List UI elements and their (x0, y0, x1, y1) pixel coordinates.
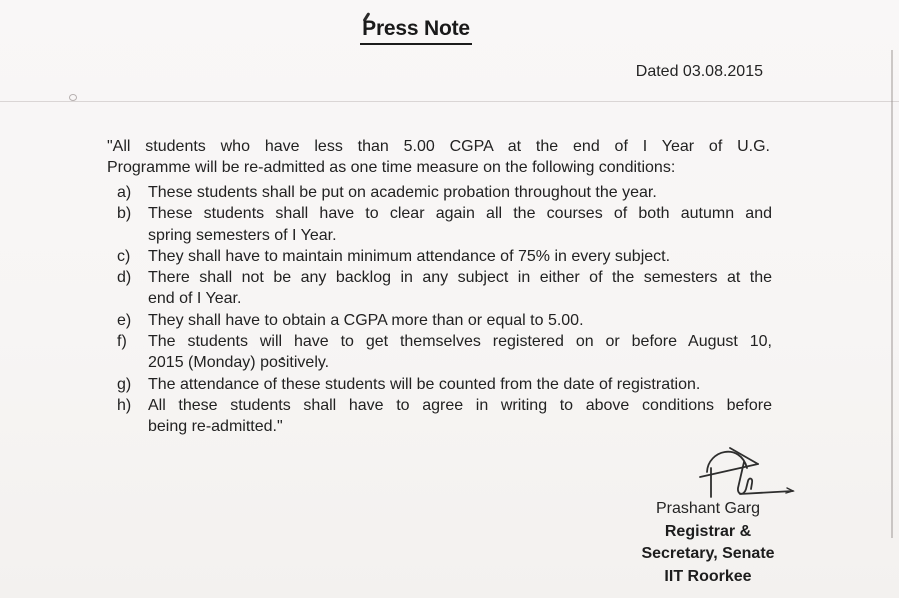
condition-text (148, 182, 772, 203)
condition-text (148, 267, 772, 310)
page-title: Press Note (360, 17, 472, 45)
condition-item-f (117, 331, 773, 374)
intro-paragraph (107, 136, 770, 179)
condition-label: b) (117, 205, 132, 223)
condition-line: These students shall have to clear again all the courses of both autumn and (148, 205, 772, 223)
condition-text (148, 374, 772, 395)
condition-line: being re-admitted." (148, 418, 283, 436)
signatory-role-line-3: IIT Roorkee (664, 567, 752, 585)
condition-label: f) (117, 333, 127, 351)
condition-label: e) (117, 311, 132, 329)
condition-item-h (117, 395, 773, 438)
signatory-name: Prashant Garg (655, 500, 761, 517)
condition-label: c) (117, 247, 131, 265)
condition-label: a) (117, 184, 132, 201)
title-row (0, 17, 832, 45)
condition-line: They shall have to maintain minimum attendance of 75% in every subject. (148, 247, 671, 265)
scan-speck (69, 94, 77, 101)
condition-item-b (117, 203, 773, 246)
condition-line: There shall not be any backlog in any subject in either of the semesters at the (148, 269, 772, 287)
condition-line: All these students shall have to agree in writing to above conditions before (148, 396, 772, 414)
intro-line-2: Programme will be re-admitted as one time measure on the following conditions: (107, 159, 676, 177)
conditions-list (117, 182, 773, 438)
condition-line: These students shall be put on academic probation throughout the year. (148, 184, 657, 201)
condition-line: 2015 (Monday) positively. (148, 354, 330, 372)
intro-line-1: "All students who have less than 5.00 CGPA at the end of I Year of U.G. (107, 138, 770, 155)
condition-item-d (117, 267, 773, 310)
condition-label: d) (117, 269, 132, 287)
condition-line: They shall have to obtain a CGPA more than or equal to 5.00. (148, 311, 584, 329)
signature-ink (686, 441, 800, 501)
condition-item-a (117, 182, 773, 203)
condition-line: spring semesters of I Year. (148, 226, 337, 244)
condition-label: h) (117, 396, 132, 414)
signatory-role-line-1: Registrar & (664, 522, 752, 540)
condition-text (148, 395, 772, 438)
condition-text (148, 203, 772, 246)
condition-text (148, 331, 772, 374)
condition-text (148, 310, 772, 331)
signature-block (633, 498, 783, 588)
condition-item-c (117, 246, 773, 267)
signatory-role-line-2: Secretary, Senate (641, 545, 775, 562)
date-line: Dated 03.08.2015 (635, 63, 763, 80)
condition-line: The attendance of these students will be counted from the date of registration. (148, 375, 701, 393)
scan-edge-line (891, 50, 893, 538)
scan-fold-line (0, 101, 899, 102)
condition-line: The students will have to get themselves registered on or before August 10, (148, 333, 772, 351)
condition-text (148, 246, 772, 267)
condition-item-e (117, 310, 773, 331)
condition-item-g (117, 374, 773, 395)
condition-line: end of I Year. (148, 290, 242, 308)
condition-label: g) (117, 375, 132, 393)
